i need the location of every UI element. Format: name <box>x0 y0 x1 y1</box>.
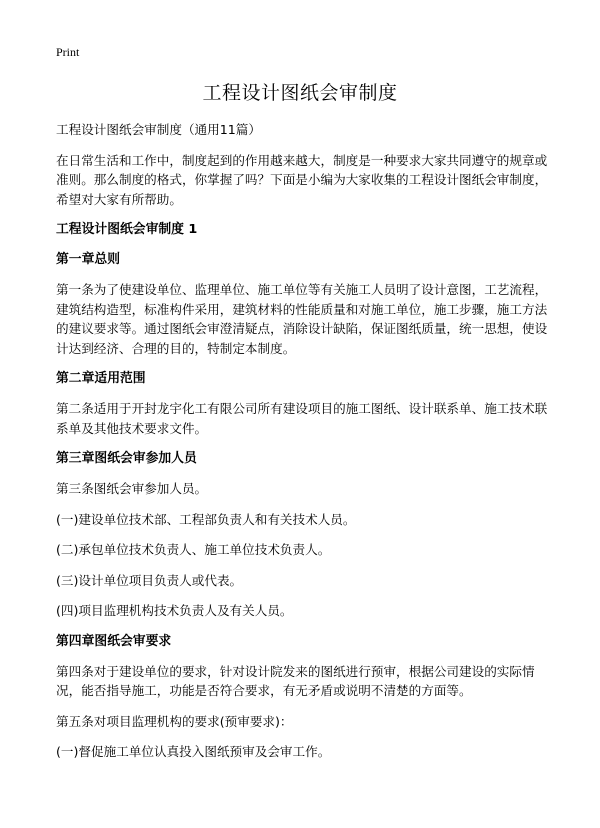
article-3-paragraph: 第三条图纸会审参加人员。 <box>56 481 208 496</box>
chapter-1-heading: 第一章总则 <box>56 252 120 267</box>
article-4-paragraph: 第四条对于建设单位的要求，针对设计院发来的图纸进行预审，根据公司建设的实际情况，能否指导施工，功能是否符合要求，有无矛盾或说明不清楚的方面等。 <box>56 663 535 698</box>
list-item: (三)设计单位项目负责人或代表。 <box>56 572 243 588</box>
chapter-3-heading: 第三章图纸会审参加人员 <box>56 451 197 466</box>
list-item: (一)建设单位技术部、工程部负责人和有关技术人员。 <box>56 511 356 527</box>
article-1-paragraph: 第一条为了使建设单位、监理单位、施工单位等有关施工人员明了设计意图，工艺流程，建筑结构造型，标准构件采用，建筑材料的性能质量和对施工单位，施工步骤，施工方法的建议要求等。通过图纸会审澄清疑点，消除设计缺陷，保证图纸质量，统一思想，使设计达到经济、合理的目的，特制定本制度。 <box>56 282 548 356</box>
document-title: 工程设计图纸会审制度 <box>202 82 398 104</box>
intro-paragraph: 在日常生活和工作中，制度起到的作用越来越大，制度是一种要求大家共同遵守的规章或准则。那么制度的格式，你掌握了吗？下面是小编为大家收集的工程设计图纸会审制度，希望对大家有所帮助。 <box>56 152 548 207</box>
chapter-2-heading: 第二章适用范围 <box>56 371 146 386</box>
article-2-paragraph: 第二条适用于开封龙宇化工有限公司所有建设项目的施工图纸、设计联系单、施工技术联系单及其他技术要求文件。 <box>56 401 548 436</box>
document-subtitle: 工程设计图纸会审制度（通用11篇） <box>56 122 261 137</box>
list-item: (四)项目监理机构技术负责人及有关人员。 <box>56 603 293 618</box>
section-heading: 工程设计图纸会审制度 1 <box>56 222 198 237</box>
list-item: (一)督促施工单位认真投入图纸预审及会审工作。 <box>56 744 331 759</box>
article-5-paragraph: 第五条对项目监理机构的要求(预审要求)： <box>56 713 293 729</box>
list-item: (二)承包单位技术负责人、施工单位技术负责人。 <box>56 542 331 557</box>
chapter-4-heading: 第四章图纸会审要求 <box>56 633 172 649</box>
print-link[interactable]: Print <box>56 45 80 59</box>
document-body <box>56 120 556 773</box>
